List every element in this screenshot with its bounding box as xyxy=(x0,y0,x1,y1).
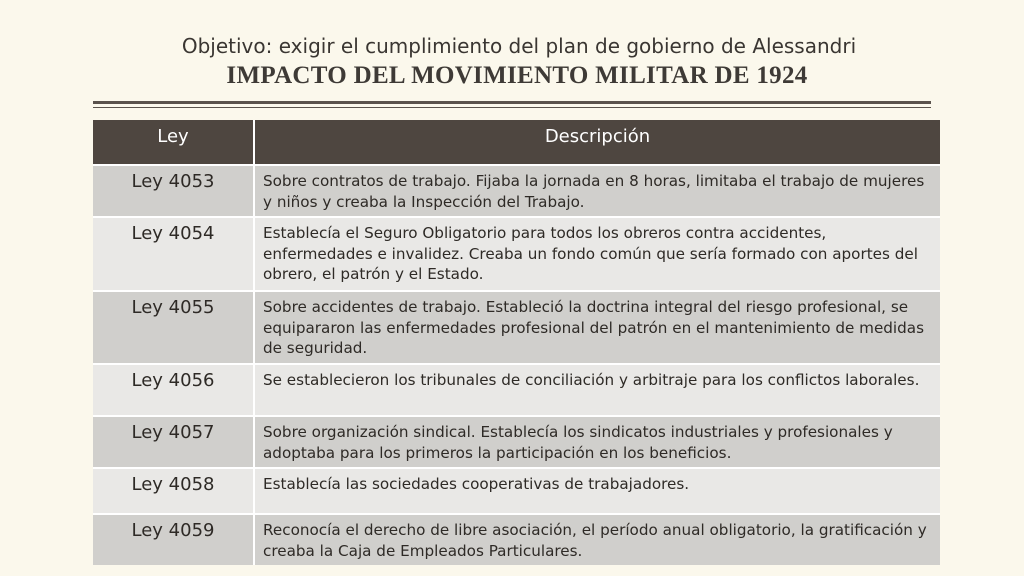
law-name: Ley 4057 xyxy=(93,416,254,468)
law-name: Ley 4055 xyxy=(93,291,254,364)
table-row xyxy=(93,468,940,514)
column-header-ley: Ley xyxy=(93,120,254,165)
law-name: Ley 4058 xyxy=(93,468,254,514)
column-header-descripcion: Descripción xyxy=(254,120,940,165)
slide-title: IMPACTO DEL MOVIMIENTO MILITAR DE 1924 xyxy=(226,62,808,89)
law-description: Sobre organización sindical. Establecía los sindicatos industriales y profesionales y adoptaba para los primeros la participación en los beneficios. xyxy=(254,416,940,468)
law-description: Reconocía el derecho de libre asociación, el período anual obligatorio, la gratificación y creaba la Caja de Empleados Particulares. xyxy=(254,514,940,565)
title-divider-thin xyxy=(93,107,931,108)
law-description: Establecía el Seguro Obligatorio para todos los obreros contra accidentes, enfermedades e invalidez. Creaba un fondo común que sería formado con aportes del obrero, el patrón y el Estado. xyxy=(254,217,940,291)
title-divider-thick xyxy=(93,101,931,104)
table-row xyxy=(93,514,940,565)
law-description: Se establecieron los tribunales de conciliación y arbitraje para los conflictos laborales. xyxy=(254,364,940,416)
law-name: Ley 4059 xyxy=(93,514,254,565)
law-description: Sobre accidentes de trabajo. Estableció la doctrina integral del riesgo profesional, se equipararon las enfermedades profesional del patrón en el mantenimiento de medidas de seguridad. xyxy=(254,291,940,364)
table-row xyxy=(93,291,940,364)
law-description: Establecía las sociedades cooperativas de trabajadores. xyxy=(254,468,940,514)
table-row xyxy=(93,416,940,468)
table-header-row xyxy=(93,120,940,165)
law-name: Ley 4053 xyxy=(93,165,254,217)
table-row xyxy=(93,165,940,217)
law-name: Ley 4056 xyxy=(93,364,254,416)
law-description: Sobre contratos de trabajo. Fijaba la jornada en 8 horas, limitaba el trabajo de mujeres y niños y creaba la Inspección del Trabajo. xyxy=(254,165,940,217)
table-row xyxy=(93,217,940,291)
table-row xyxy=(93,364,940,416)
law-name: Ley 4054 xyxy=(93,217,254,291)
laws-table xyxy=(93,120,940,565)
slide-subtitle: Objetivo: exigir el cumplimiento del plan de gobierno de Alessandri xyxy=(181,34,857,58)
